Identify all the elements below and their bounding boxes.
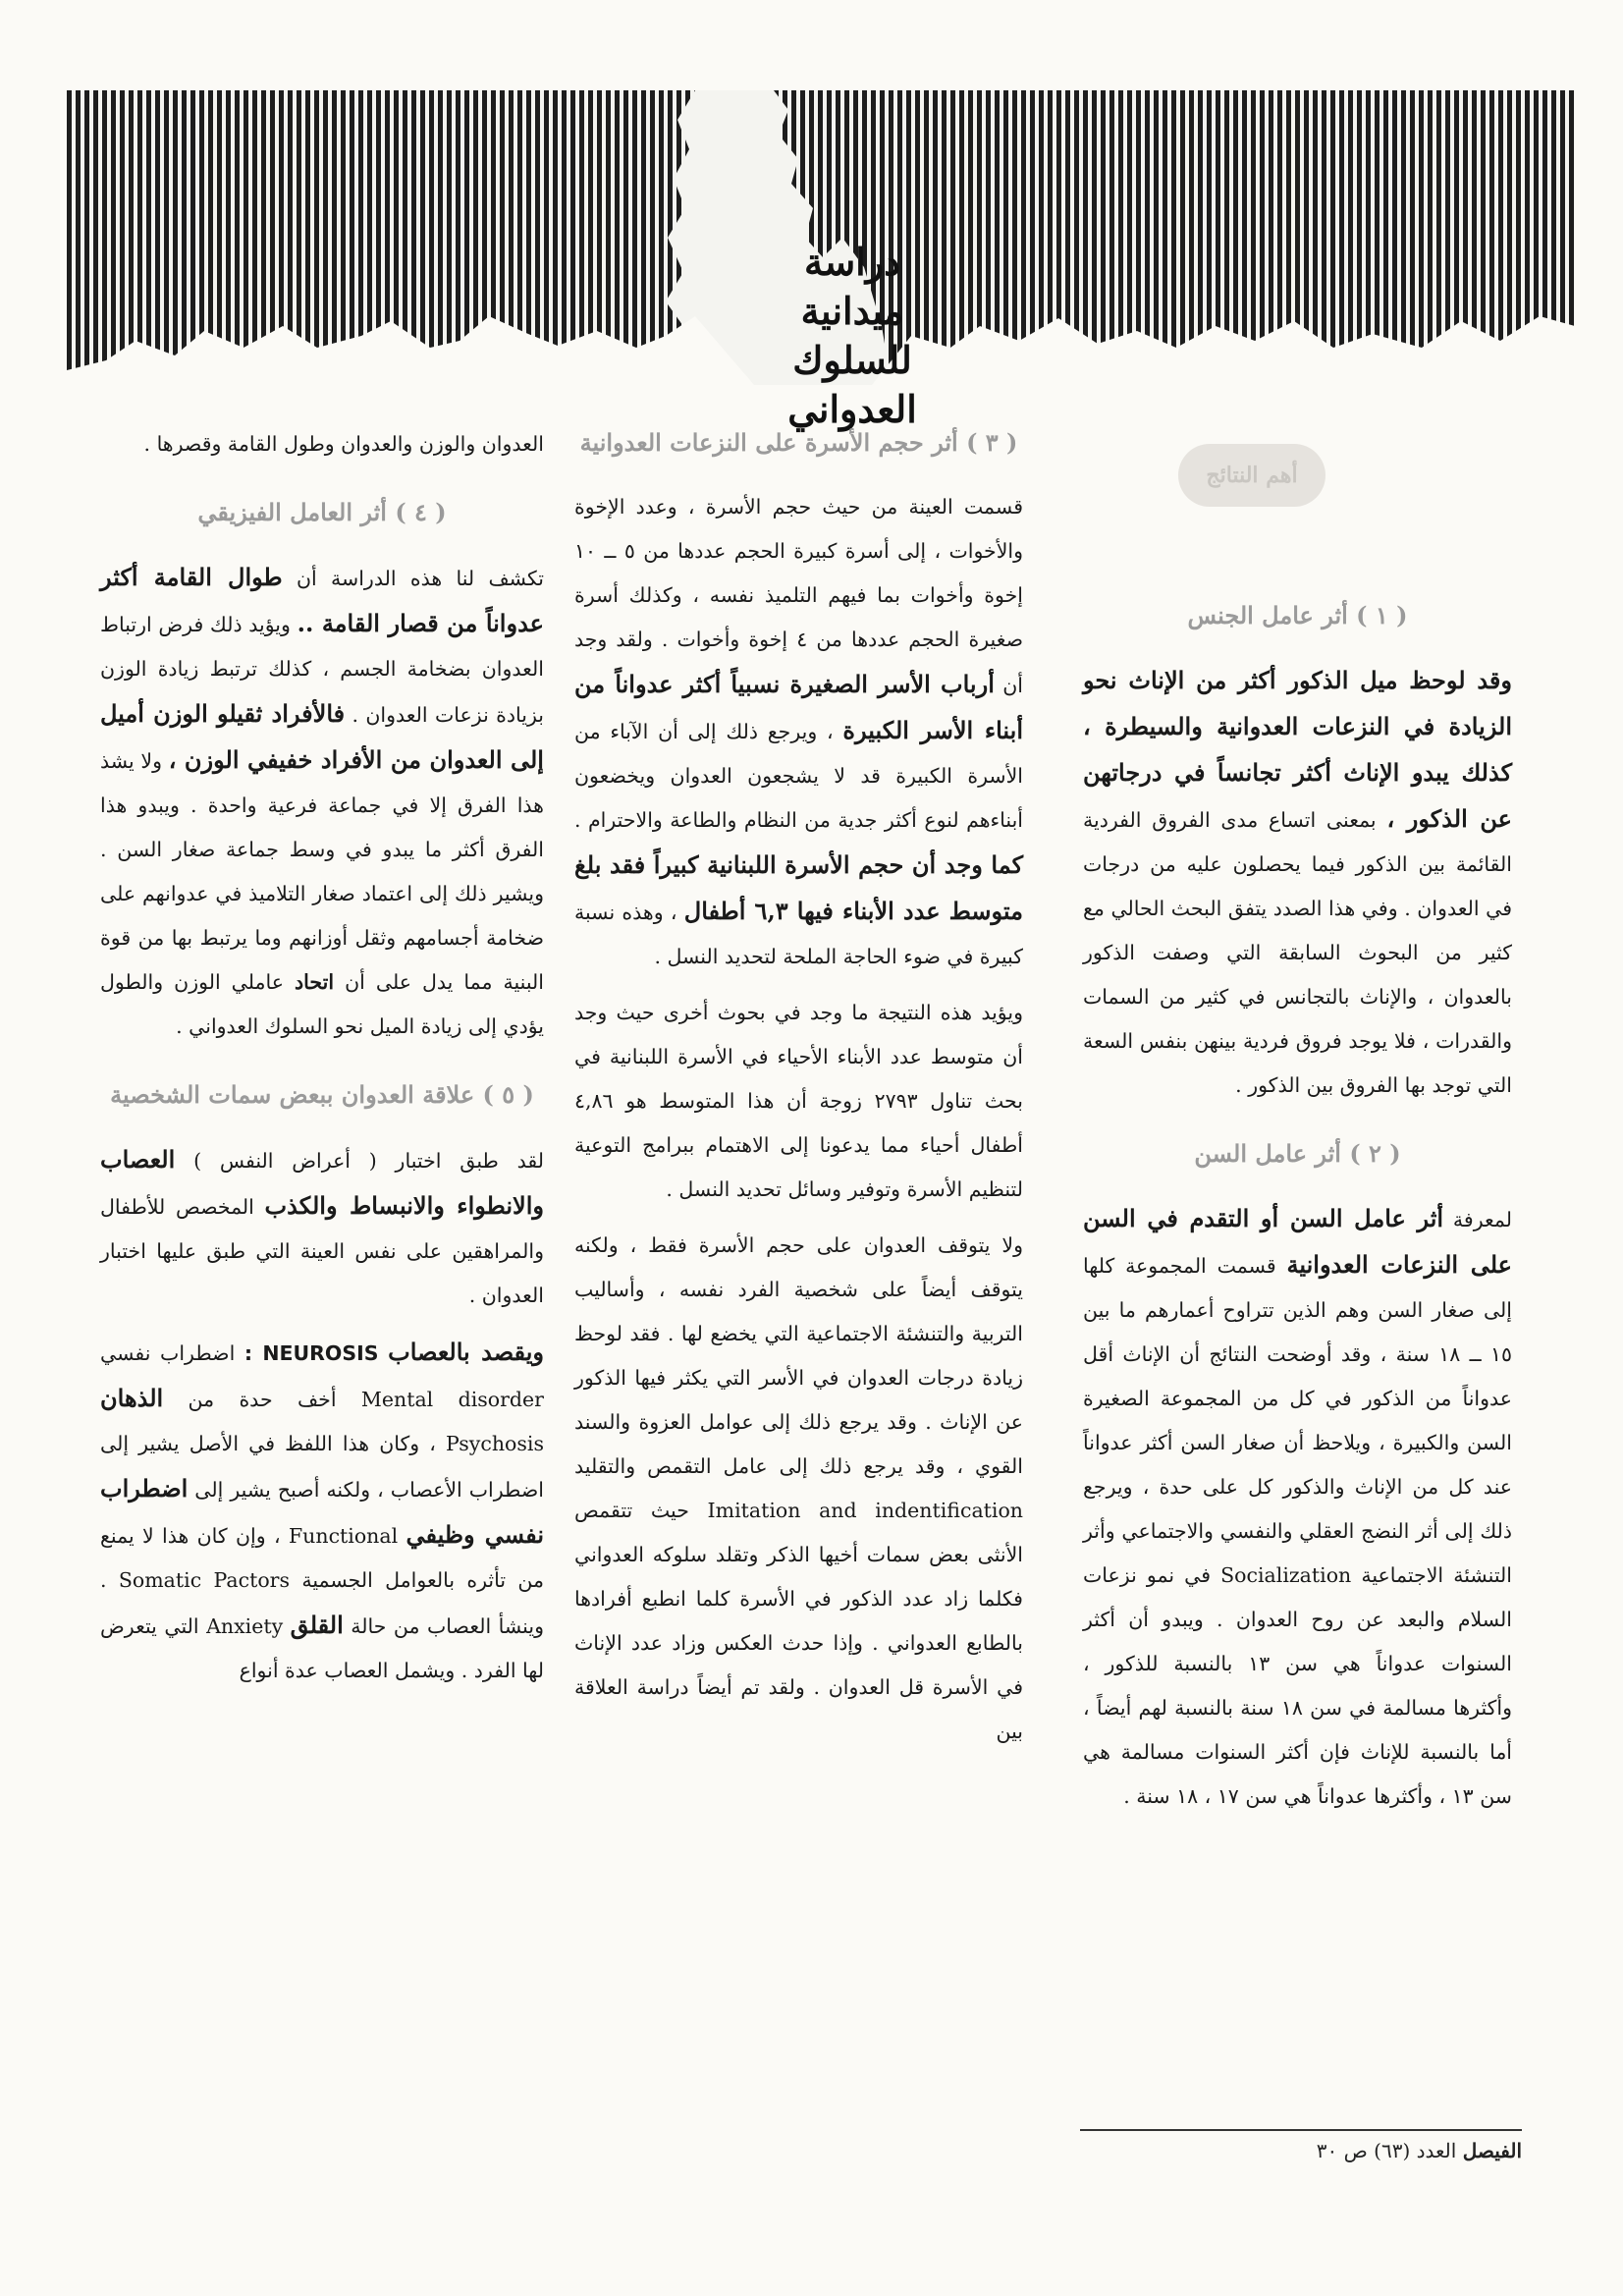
banner-title-line: دراسة	[803, 240, 901, 284]
header-banner	[67, 90, 1575, 431]
highlight-text: وقد لوحظ ميل الذكور أكثر من الإناث نحو الزيادة في النزعات العدوانية والسيطرة ، كذلك يبدو الإناث أكثر تجانساً في درجاتهن عن الذكور ،	[1083, 666, 1512, 833]
highlight-text: طوال القامة أكثر عدواناً من قصار القامة ..	[100, 563, 544, 637]
highlight-text: اتحاد	[295, 970, 335, 994]
section-heading-5: ( ٥ ) علاقة العدوان ببعض سمات الشخصية	[110, 1080, 534, 1109]
paragraph	[100, 555, 544, 1049]
banner-title-line: ميدانية	[800, 289, 904, 333]
column-right	[1083, 570, 1512, 1831]
footer-rule	[1080, 2129, 1522, 2131]
results-badge: أهم النتائج	[1178, 444, 1325, 507]
body-text: عاملي الوزن والطول يؤدي إلى زيادة الميل نحو السلوك العدواني .	[100, 970, 544, 1038]
banner-title-line: للسلوك	[792, 338, 912, 382]
banner-title	[754, 238, 950, 434]
highlight-text: القلق	[290, 1611, 344, 1639]
paragraph	[1083, 658, 1512, 1108]
paragraph	[1083, 1196, 1512, 1819]
section-heading-3: ( ٣ ) أثر حجم الأسرة على النزعات العدوانية	[579, 428, 1018, 457]
section-heading-2: ( ٢ ) أثر عامل السن	[1194, 1139, 1401, 1168]
banner-title-line: العدواني	[787, 387, 917, 431]
paragraph: ولا يتوقف العدوان على حجم الأسرة فقط ، ولكنه يتوقف أيضاً على شخصية الفرد نفسه ، وأساليب التربية والتنشئة الاجتماعية التي يخضع لها . فقد لوحظ زيادة درجات العدوان في الأسر التي يكثر فيها الذكور عن الإناث . وقد يرجع ذلك إلى عوامل العزوة والسند القوي ، وقد يرجع ذلك إلى عامل التقمص والتقليد Imitation and indentification حيث تتقمص الأنثى بعض سمات أخيها الذكر وتقلد سلوكه العدواني فكلما زاد عدد الذكور في الأسرة كلما انطبع أفرادها بالطابع العدواني . وإذا حدث العكس وزاد عدد الإناث في الأسرة قل العدوان . ولقد تم أيضاً دراسة العلاقة بين	[574, 1233, 1024, 1743]
highlight-text: فالأفراد ثقيلو الوزن أميل إلى العدوان من الأفراد خفيفي الوزن ،	[100, 699, 544, 774]
body-text: ولا يشذ هذا الفرق إلا في جماعة فرعية واحدة . ويبدو هذا الفرق أكثر ما يبدو في وسط جماعة صغار السن . ويشير ذلك إلى اعتماد صغار التلاميذ في عدوانهم على ضخامة أجسامهم وثقل أوزانهم وما يرتبط بها من قوة البنية مما يدل على أن	[100, 749, 544, 994]
body-text: لمعرفة	[1452, 1208, 1512, 1231]
body-text: المخصص للأطفال والمراهقين على نفس العينة التي طبق عليها اختبار العدوان .	[100, 1195, 544, 1307]
body-text: ، وهذه نسبة كبيرة في ضوء الحاجة الملحة لتحديد النسل .	[574, 901, 1023, 968]
body-text: Anxiety التي يتعرض لها الفرد . ويشمل العصاب عدة أنواع	[100, 1614, 544, 1682]
section-heading-4: ( ٤ ) أثر العامل الفيزيقي	[197, 498, 447, 526]
body-text: لقد طبق اختبار ( أعراض النفس )	[193, 1149, 544, 1173]
paragraph	[100, 1330, 544, 1693]
highlight-text: أرباب الأسر الصغيرة نسبياً أكثر عدواناً من أبناء الأسر الكبيرة	[574, 670, 1023, 744]
body-text: قسمت العينة من حيث حجم الأسرة ، وعدد الإخوة والأخوات ، إلى أسرة كبيرة الحجم عددها من ٥ ــ ١٠ إخوة وأخوات بما فيهم التلميذ نفسه ، وكذلك أسرة صغيرة الحجم عددها من ٤ إخوة وأخوات . ولقد وجد أن	[574, 495, 1023, 697]
body-text: ويؤيد ذلك فرض ارتباط العدوان بضخامة الجسم ، كذلك ترتبط زيادة الوزن بزيادة نزعات العدوان .	[100, 613, 544, 727]
body-text: ، ويرجع ذلك إلى أن الآباء من الأسرة الكبيرة قد لا يشجعون العدوان ويخضعون أبناءهم لنوع أكثر جدية من النظام والطاعة والاحترام .	[574, 720, 1023, 832]
page-footer	[1119, 2139, 1522, 2162]
body-text: تكشف لنا هذه الدراسة أن	[296, 567, 544, 590]
paragraph: العدوان والوزن والعدوان وطول القامة وقصرها .	[143, 432, 544, 456]
magazine-logo: الفيصل	[1462, 2139, 1522, 2162]
highlight-text: NEUROSIS :	[243, 1341, 379, 1365]
highlight-text: أثر عامل السن أو التقدم في السن على النزعات العدوانية	[1083, 1204, 1512, 1279]
highlight-text: العصاب والانطواء والانبساط والكذب	[100, 1145, 544, 1220]
column-left	[100, 422, 544, 1705]
body-text: Functional ، وإن كان هذا لا يمنع من تأثره بالعوامل الجسمية Somatic Pactors . وينشأ العصاب من حالة	[100, 1524, 544, 1638]
body-text: قسمت المجموعة كلها إلى صغار السن وهم الذين تتراوح أعمارهم ما بين ١٥ ــ ١٨ سنة ، وقد أوضحت النتائج أن الإناث أقل عدواناً من الذكور في كل من المجموعة الصغيرة السن والكبيرة ، ويلاحظ أن صغار السن أكثر عدواناً عند كل من الإناث والذكور كل على حدة ، ويرجع ذلك إلى أثر النضج العقلي والنفسي والاجتماعي وأثر التنشئة الاجتماعية Socialization في نمو نزعات السلام والبعد عن روح العدوان . ويبدو أن أكثر السنوات عدواناً هي سن ١٣ بالنسبة للذكور ، وأكثرها مسالمة في سن ١٨ سنة بالنسبة لهم أيضاً ، أما بالنسبة للإناث فإن أكثر السنوات مسالمة هي سن ١٣ ، وأكثرها عدواناً هي سن ١٧ ، ١٨ سنة .	[1083, 1254, 1512, 1808]
highlight-text: اضطراب نفسي وظيفي	[100, 1474, 544, 1549]
paragraph	[100, 1137, 544, 1318]
paragraph: ويؤيد هذه النتيجة ما وجد في بحوث أخرى حيث وجد أن متوسط عدد الأبناء الأحياء في الأسرة اللبنانية في بحث تناول ٢٧٩٣ زوجة أن هذا المتوسط هو ٤,٨٦ أطفال أحياء مما يدعونا إلى الاهتمام ببرامج التوعية لتنظيم الأسرة وتوفير وسائل تحديد النسل .	[574, 1001, 1023, 1201]
highlight-text: ويقصد بالعصاب	[388, 1338, 544, 1366]
body-text: اضطراب نفسي Mental disorder أخف حدة من	[100, 1341, 544, 1411]
highlight-text: الذهان	[100, 1384, 164, 1412]
body-text: بمعنى اتساع مدى الفروق الفردية القائمة بين الذكور فيما يحصلون عليه من درجات في العدوان . وفي هذا الصدد يتفق البحث الحالي مع كثير من البحوث السابقة التي وصفت الذكور بالعدوان ، والإناث بالتجانس في كثير من السمات والقدرات ، فلا يوجد فروق فردية بينهن بنفس السعة التي توجد بها الفروق بين الذكور .	[1083, 808, 1512, 1097]
highlight-text: كما وجد أن حجم الأسرة اللبنانية كبيراً فقد بلغ متوسط عدد الأبناء فيها ٦,٣ أطفال	[574, 850, 1024, 925]
section-heading-1: ( ١ ) أثر عامل الجنس	[1187, 601, 1408, 629]
column-middle	[574, 422, 1023, 1766]
paragraph	[574, 485, 1023, 979]
issue-page-number: العدد (٦٣) ص ٣٠	[1316, 2139, 1457, 2162]
body-text: Psychosis ، وكان هذا اللفظ في الأصل يشير إلى اضطراب الأعصاب ، ولكنه أصبح يشير إلى	[100, 1432, 544, 1502]
